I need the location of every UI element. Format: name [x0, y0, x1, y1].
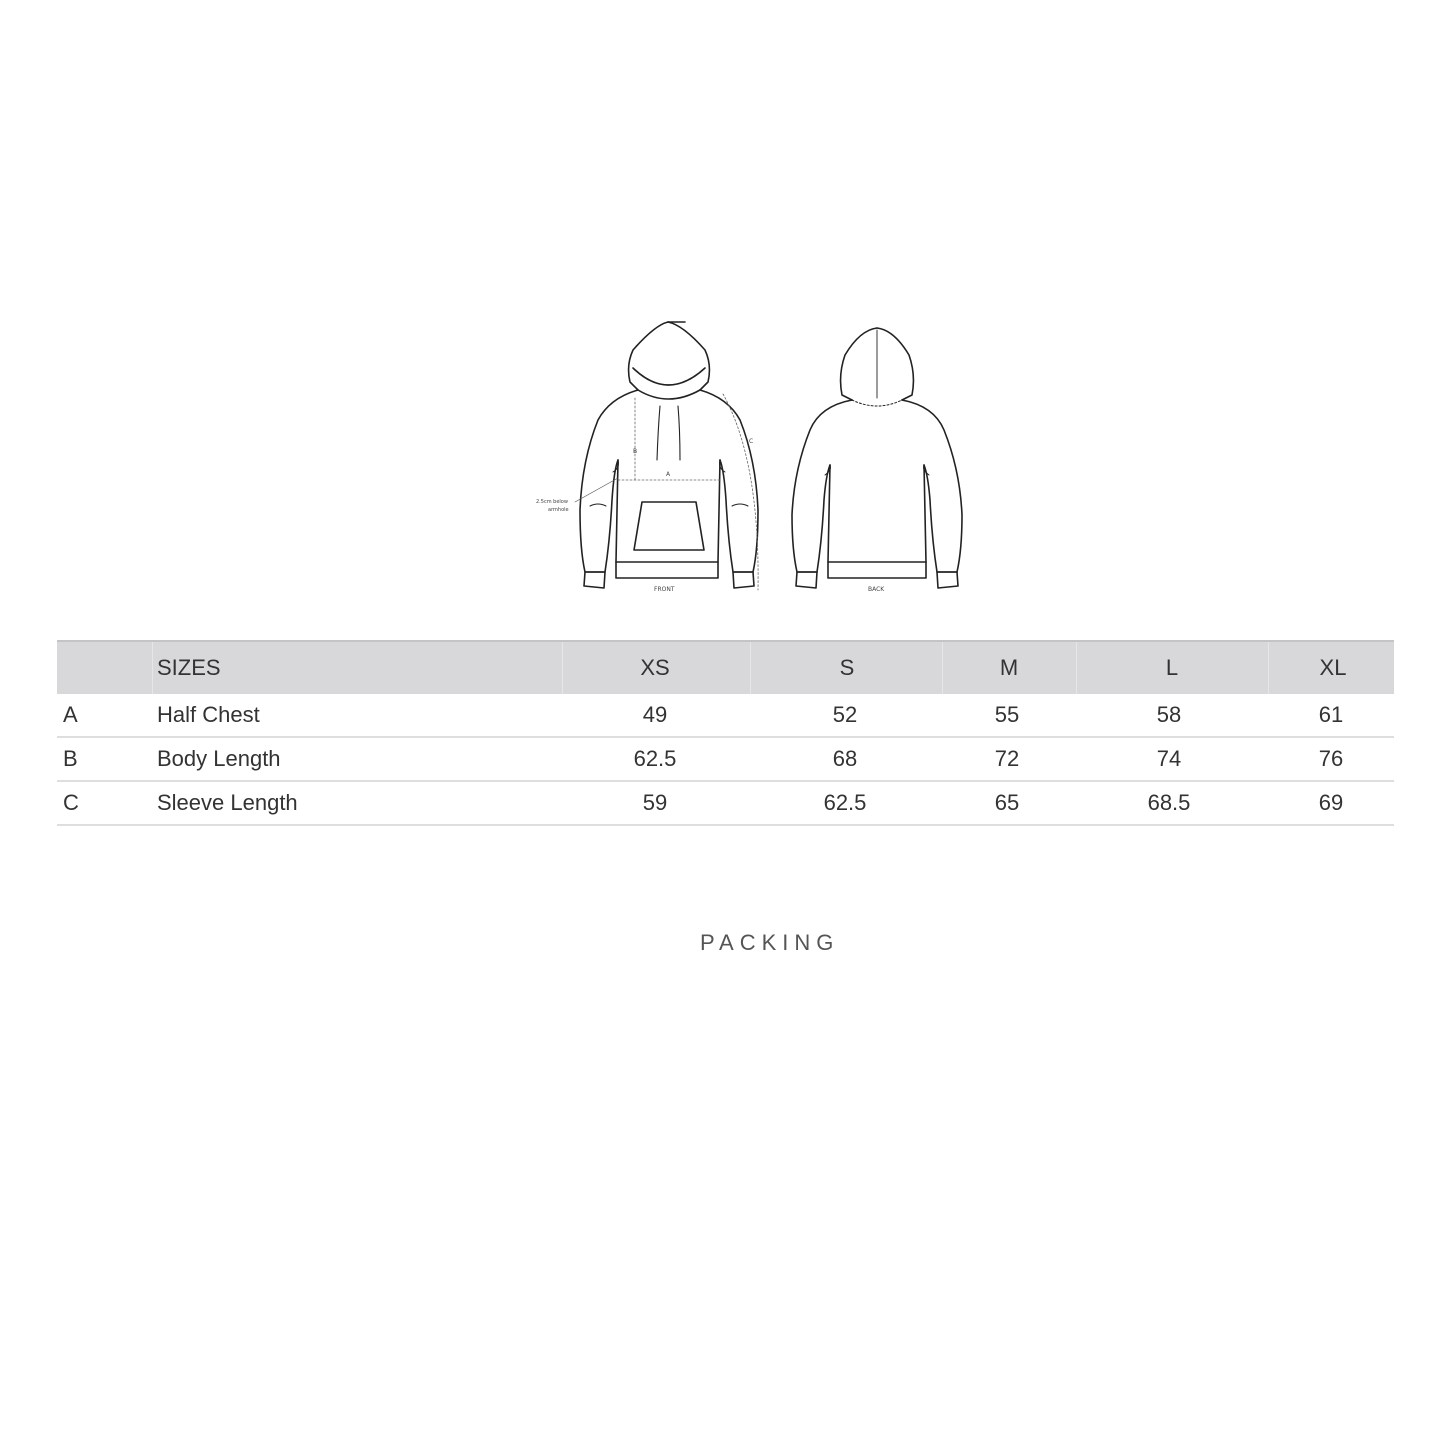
label-a: A [666, 471, 671, 478]
size-header-xs: XS [640, 655, 670, 680]
value-xl: 69 [1318, 790, 1344, 815]
front-hoodie-drawing [575, 322, 758, 590]
value-m: 55 [994, 702, 1020, 727]
size-chart-table [57, 640, 1394, 826]
value-xl: 61 [1318, 702, 1344, 727]
size-header-l: L [1165, 655, 1179, 680]
value-xs: 62.5 [633, 746, 677, 771]
table-row-half-chest [57, 694, 1394, 738]
value-xs: 59 [642, 790, 668, 815]
table-row-body-length [57, 738, 1394, 782]
value-xs: 49 [642, 702, 668, 727]
value-l: 58 [1156, 702, 1182, 727]
value-xl: 76 [1318, 746, 1344, 771]
front-caption: FRONT [654, 586, 675, 593]
label-b: B [633, 448, 638, 455]
header-divider [1076, 642, 1077, 694]
sizes-header-label: SIZES [157, 655, 221, 680]
value-m: 72 [994, 746, 1020, 771]
header-divider [942, 642, 943, 694]
cropped-heading-text: PACKING [700, 930, 840, 955]
table-header-row [57, 640, 1394, 694]
row-code: B [63, 746, 78, 771]
back-hoodie-drawing [792, 328, 962, 588]
cropped-section-heading [700, 930, 852, 955]
armhole-note-line2: armhole [548, 507, 569, 513]
row-measurement-name: Half Chest [157, 702, 260, 727]
label-c: C [749, 438, 754, 445]
size-header-s: S [839, 655, 855, 680]
hoodie-measurement-diagram [520, 310, 980, 600]
value-l: 74 [1156, 746, 1182, 771]
value-s: 68 [832, 746, 858, 771]
header-divider [152, 642, 153, 694]
row-code: C [63, 790, 79, 815]
value-l: 68.5 [1147, 790, 1191, 815]
back-caption: BACK [868, 586, 885, 593]
value-s: 62.5 [823, 790, 867, 815]
row-measurement-name: Body Length [157, 746, 281, 771]
armhole-note-line1: 2.5cm below [536, 499, 568, 505]
header-divider [562, 642, 563, 694]
row-measurement-name: Sleeve Length [157, 790, 298, 815]
size-header-xl: XL [1319, 655, 1347, 680]
value-m: 65 [994, 790, 1020, 815]
table-row-sleeve-length [57, 782, 1394, 826]
row-code: A [63, 702, 78, 727]
size-header-m: M [999, 655, 1019, 680]
header-divider [750, 642, 751, 694]
value-s: 52 [832, 702, 858, 727]
header-divider [1268, 642, 1269, 694]
